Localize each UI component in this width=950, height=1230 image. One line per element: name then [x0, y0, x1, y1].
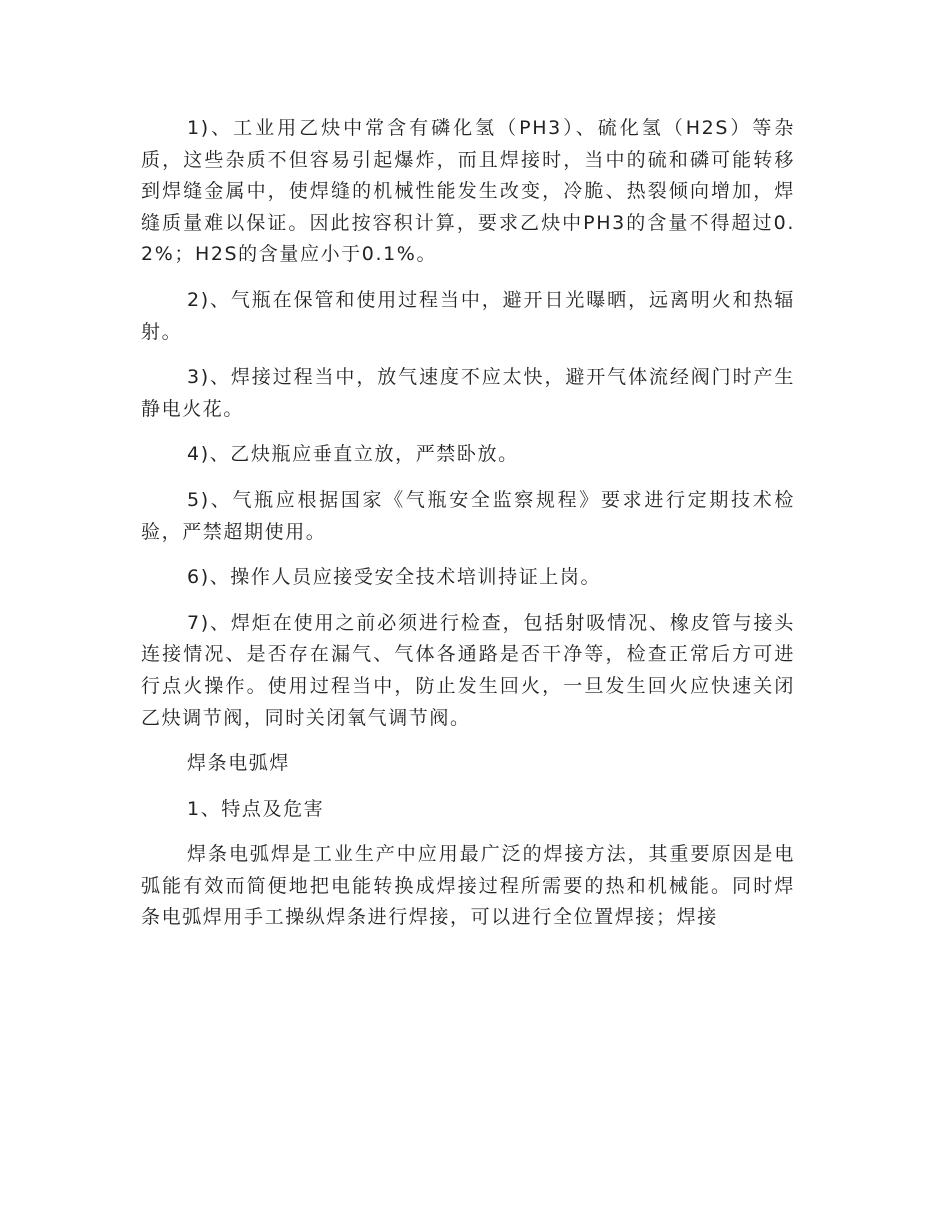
paragraph-periodic-inspection: 5)、气瓶应根据国家《气瓶安全监察规程》要求进行定期技术检验，严禁超期使用。	[141, 488, 795, 543]
paragraph-operator-training: 6)、操作人员应接受安全技术培训持证上岗。	[187, 566, 602, 589]
document-body	[141, 113, 795, 948]
paragraph-acetylene-impurities: 1)、工业用乙炔中常含有磷化氢（PH3）、硫化氢（H2S）等杂质，这些杂质不但容易引起爆炸，而且焊接时，当中的硫和磷可能转移到焊缝金属中，使焊缝的机械性能发生改变，冷脆、热裂倾向增加，焊缝质量难以保证。因此按容积计算，要求乙炔中PH3的含量不得超过0.2%；H2S的含量应小于0.1%。	[141, 117, 795, 266]
section-heading-arc-welding: 焊条电弧焊	[187, 752, 291, 775]
paragraph-gas-release: 3)、焊接过程当中，放气速度不应太快，避开气体流经阀门时产生静电火花。	[141, 366, 795, 420]
paragraph-arc-welding-description: 焊条电弧焊是工业生产中应用最广泛的焊接方法，其重要原因是电弧能有效而简便地把电能转换成焊接过程所需要的热和机械能。同时焊条电弧焊用手工操纵焊条进行焊接，可以进行全位置焊接；焊接	[141, 843, 795, 929]
subsection-heading-features: 1、特点及危害	[187, 797, 325, 820]
paragraph-torch-inspection: 7)、焊炬在使用之前必须进行检查，包括射吸情况、橡皮管与接头连接情况、是否存在漏气、气体各通路是否干净等，检查正常后方可进行点火操作。使用过程当中，防止发生回火，一旦发生回火应快速关闭乙炔调节阀，同时关闭氧气调节阀。	[141, 611, 795, 729]
paragraph-cylinder-storage: 2)、气瓶在保管和使用过程当中，避开日光曝晒，远离明火和热辐射。	[141, 288, 795, 343]
paragraph-upright-placement: 4)、乙炔瓶应垂直立放，严禁卧放。	[187, 443, 519, 466]
